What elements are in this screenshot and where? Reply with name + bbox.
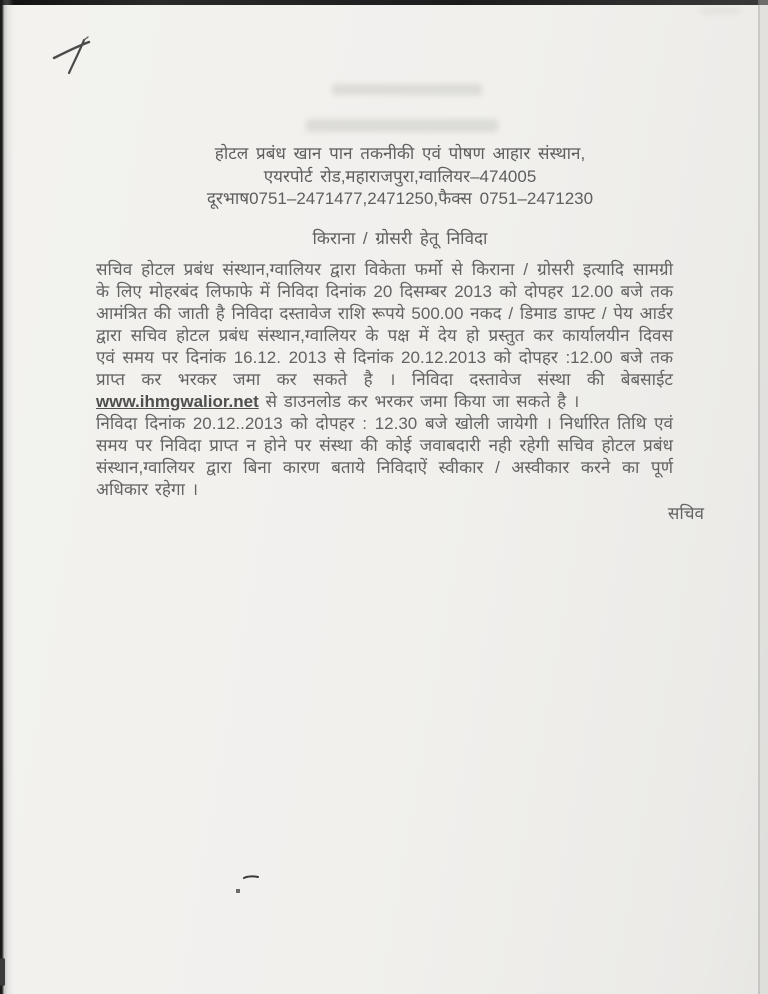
- body-line: एवं समय पर दिनांक 16.12. 2013 से दिनांक 20.12.2013 को दोपहर :12.00 बजे तक: [96, 348, 673, 367]
- ghost-showthrough-smudge: [700, 8, 740, 14]
- org-name: होटल प्रबंध खान पान तकनीकी एवं पोषण आहार संस्थान,: [214, 144, 586, 163]
- pen-scribble-mark: [232, 872, 262, 905]
- body-line: आमंत्रित की जाती है निविदा दस्तावेज राशि रूपये 500.00 नकद / डिमाड डाफ्ट / पेय आर्डर: [96, 304, 673, 323]
- body-line: प्राप्त कर भरकर जमा कर सकते है । निविदा दस्तावेज संस्था की बेबसाईट: [96, 370, 673, 389]
- org-phone-fax: दूरभाष0751–2471477,2471250,फैक्स 0751–2471230: [206, 189, 594, 208]
- org-address: एयरपोर्ट रोड,महाराजपुरा,ग्वालियर–474005: [263, 166, 537, 186]
- website-url-text: www.ihmgwalior.net: [96, 392, 259, 411]
- body-line: संस्थान,ग्वालियर द्वारा बिना कारण बताये निविदाऐं स्वीकार / अस्वीकार करने का पूर्ण: [96, 458, 673, 477]
- signature-secretary: सचिव: [667, 504, 704, 523]
- body-text: [96, 259, 673, 501]
- body-line-with-url: [96, 391, 673, 413]
- scan-corner-mark: [0, 958, 5, 986]
- body-line: सचिव होटल प्रबंध संस्थान,ग्वालियर द्वारा विकेता फर्मो से किराना / ग्रोसरी इत्यादि सामग्री: [96, 260, 673, 279]
- paper-edge-right-line: [758, 0, 760, 994]
- scan-edge-right-shade: [760, 0, 768, 994]
- body-line: के लिए मोहरबंद लिफाफे में निविदा दिनांक 20 दिसम्बर 2013 को दोपहर 12.00 बजे तक: [96, 282, 673, 301]
- subject-line: किराना / ग्रोसरी हेतू निविदा: [312, 229, 488, 248]
- letterhead: [96, 143, 704, 211]
- body-line: समय पर निविदा प्राप्त न होने पर संस्था की कोई जवाबदारी नही रहेगी सचिव होटल प्रबंध: [96, 436, 673, 455]
- pen-tick-mark: [48, 32, 100, 85]
- body-line-url-rest: से डाउनलोड कर भरकर जमा किया जा सकते है ।: [258, 392, 580, 411]
- ghost-showthrough-smudge: [332, 84, 482, 95]
- ghost-showthrough-smudge: [306, 119, 498, 132]
- body-line: निविदा दिनांक 20.12..2013 को दोपहर : 12.30 बजे खोली जायेगी । निर्धारित तिथि एवं: [96, 414, 673, 433]
- body-line: द्वारा सचिव होटल प्रबंध संस्थान,ग्वालियर के पक्ष में देय हो प्रस्तुत कर कार्यालयीन दिवस: [96, 326, 673, 345]
- scan-edge-left: [0, 0, 14, 994]
- scan-edge-top: [0, 0, 768, 5]
- body-line: अधिकार रहेगा ।: [96, 480, 199, 499]
